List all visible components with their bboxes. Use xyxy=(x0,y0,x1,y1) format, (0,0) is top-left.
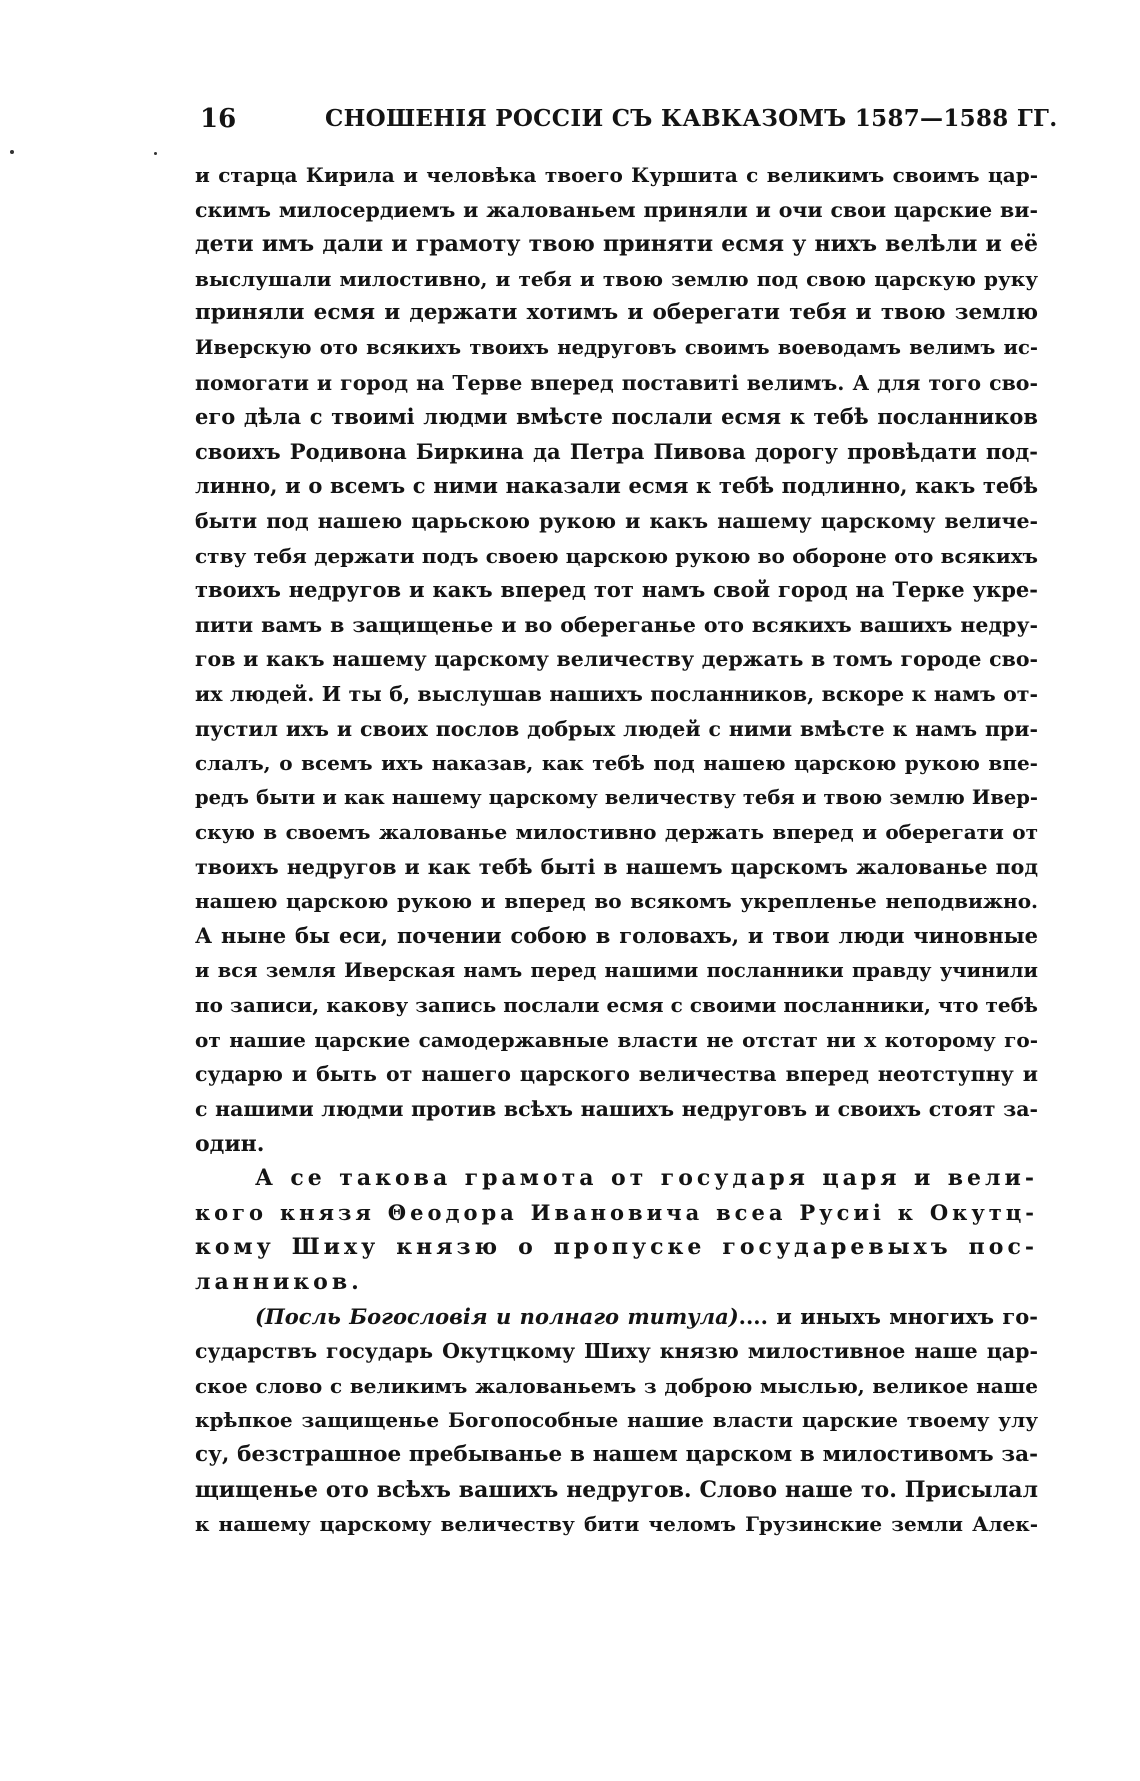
text-line: сударю и быть от нашего царского величества вперед неотступну и xyxy=(195,1062,1038,1087)
opening-rest: .... и иныхъ многихъ го- xyxy=(738,1303,1038,1329)
section-heading xyxy=(195,1161,1038,1299)
text-line: по записи, какову запись послали есмя с своими посланники, что тебѣ xyxy=(195,993,1038,1018)
text-line: дети имъ дали и грамоту твою приняти есмя у нихъ велѣли и её xyxy=(195,231,1038,258)
paragraph-decree-text xyxy=(195,1300,1038,1542)
text-line: пустил ихъ и своих послов добрых людей с ними вмѣсте к намъ при- xyxy=(195,716,1038,741)
text-line: своихъ Родивона Биркина да Петра Пивова дорогу провѣдати под- xyxy=(195,438,1038,464)
text-line: скимъ милосердиемъ и жалованьем приняли и очи свои царские ви- xyxy=(195,197,1038,222)
text-line: выслушали милостивно, и тебя и твою землю под свою царскую руку xyxy=(195,266,1038,291)
text-line: гов и какъ нашему царскому величеству держать в томъ городе сво- xyxy=(195,647,1038,672)
text-line: от нашие царские самодержавные власти не отстат ни х которому го- xyxy=(195,1027,1038,1052)
text-line: редъ быти и как нашему царскому величеству тебя и твою землю Ивер- xyxy=(195,785,1038,809)
heading-line: ланников. xyxy=(195,1269,363,1295)
text-line: линно, и о всемъ с ними наказали есмя к тебѣ подлинно, какъ тебѣ xyxy=(195,473,1038,499)
heading-line: кому Шиху князю о пропуске государевыхъ пос- xyxy=(195,1234,1038,1261)
text-line: один. xyxy=(195,1130,265,1157)
text-line: скую в своемъ жалованье милостивно держать вперед и оберегати от xyxy=(195,820,1038,845)
text-line: нашею царскою рукою и вперед во всякомъ укрепленье неподвижно. xyxy=(195,889,1038,914)
paragraph-letter-text xyxy=(195,158,1038,1161)
scan-speck xyxy=(10,150,14,154)
text-line: сударствъ государь Окутцкому Шиху князю милостивное наше цар- xyxy=(195,1339,1038,1364)
text-line: быти под нашею царьскою рукою и какъ нашему царскому величе- xyxy=(195,508,1038,533)
text-line: помогати и город на Терве вперед поставиті велимъ. А для того сво- xyxy=(195,370,1038,395)
text-line: к нашему царскому величеству бити челомъ Грузинские земли Алек- xyxy=(195,1512,1038,1537)
text-line: пити вамъ в защищенье и во обереганье ото всякихъ вашихъ недру- xyxy=(195,612,1038,637)
text-line: с нашими людми против всѣхъ нашихъ недруговъ и своихъ стоят за- xyxy=(195,1097,1038,1122)
text-line: щищенье ото всѣхъ вашихъ недругов. Слово наше то. Присылал xyxy=(195,1476,1038,1503)
text-line: приняли есмя и держати хотимъ и оберегати тебя и твою землю xyxy=(195,300,1038,326)
text-line: крѣпкое защищенье Богопособные нашие власти царские твоему улу xyxy=(195,1408,1038,1433)
heading-line: А се такова грамота от государя царя и вели- xyxy=(255,1165,1038,1192)
text-line: и вся земля Иверская намъ перед нашими посланники правду учинили xyxy=(195,958,1038,982)
heading-line: кого князя Θеодора Ивановича всеа Русиі к Окутц- xyxy=(195,1199,1038,1225)
text-line: твоихъ недругов и как тебѣ быті в нашемъ царскомъ жалованье под xyxy=(195,854,1038,879)
text-line: и старца Кирила и человѣка твоего Куршита с великимъ своимъ цар- xyxy=(195,163,1038,187)
page-header xyxy=(200,104,1058,140)
running-title: СНОШЕНІЯ РОССІИ СЪ КАВКАЗОМЪ 1587—1588 ГГ. xyxy=(325,105,1058,132)
text-line: слалъ, о всемъ ихъ наказав, как тебѣ под нашею царскою рукою впе- xyxy=(195,751,1038,776)
text-line: ству тебя держати подъ своею царскою рукою во обороне ото всякихъ xyxy=(195,543,1038,568)
text-line: су, безстрашное пребыванье в нашем царском в милостивомъ за- xyxy=(195,1441,1038,1467)
scan-speck xyxy=(154,152,157,155)
italic-title-note: (Посль Богословія и полнаго титула) xyxy=(255,1303,739,1329)
text-line: его дѣла с твоимі людми вмѣсте послали есмя к тебѣ посланников xyxy=(195,404,1038,430)
text-line: твоихъ недругов и какъ вперед тот намъ свой город на Терке укре- xyxy=(195,577,1038,603)
text-line-opening xyxy=(195,1300,1038,1335)
text-line: их людей. И ты б, выслушав нашихъ посланников, вскоре к намъ от- xyxy=(195,681,1038,706)
text-line: Иверскую ото всякихъ твоихъ недруговъ своимъ воеводамъ велимъ ис- xyxy=(195,335,1038,359)
page-number: 16 xyxy=(200,104,237,134)
text-line: А ныне бы еси, почении собою в головахъ, и твои люди чиновные xyxy=(195,923,1038,949)
body-text xyxy=(195,158,1038,1542)
text-line: ское слово с великимъ жалованьемъ з доброю мыслью, великое наше xyxy=(195,1373,1038,1398)
